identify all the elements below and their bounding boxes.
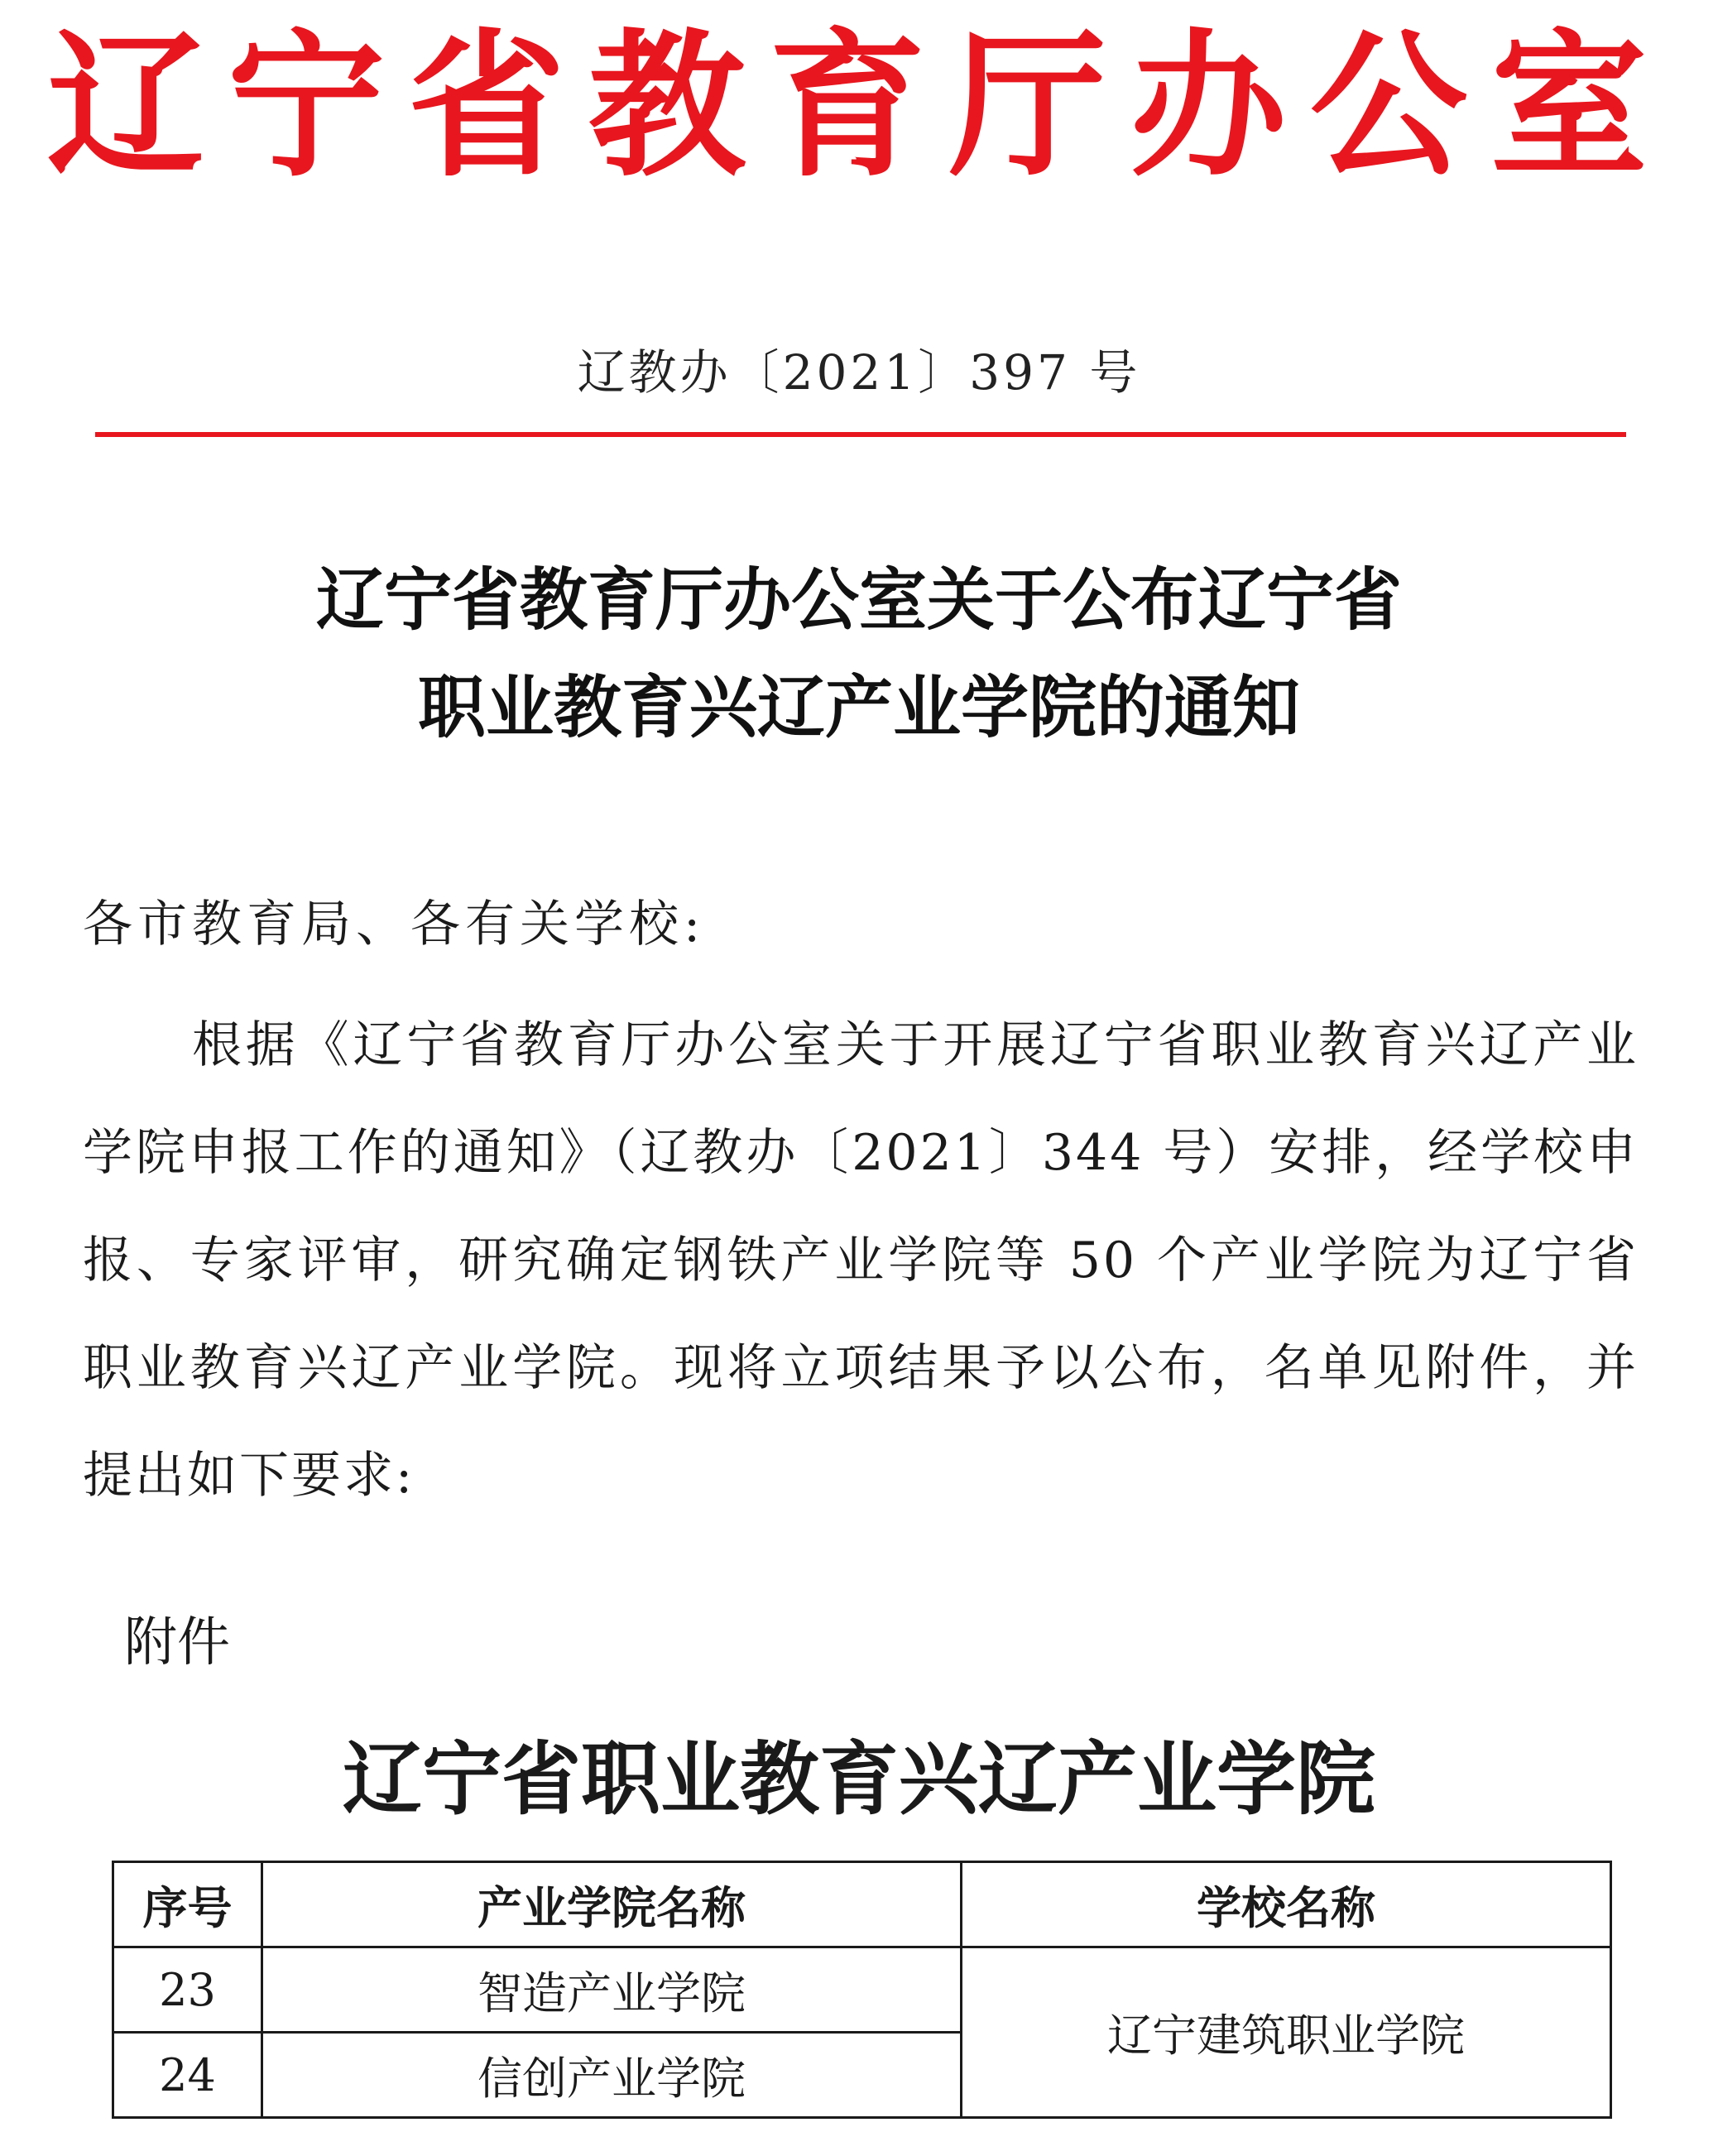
table-header-row: [113, 1862, 1611, 1947]
attachment-list-title: 辽宁省职业教育兴辽产业学院: [343, 1732, 1375, 1826]
body-paragraph: 根据《辽宁省教育厅办公室关于开展辽宁省职业教育兴辽产业学院申报工作的通知》（辽教办〔2021〕344 号）安排，经学校申报、专家评审，研究确定钢铁产业学院等 50 个产业学院为辽宁省职业教育兴辽产业学院。现将立项结果予以公布，名单见附件，并提出如下要求:: [83, 1016, 1639, 1505]
document-title: [0, 546, 1718, 761]
issuer-header: 辽宁省教育厅办公室: [46, 13, 1671, 198]
title-line-2: 职业教育兴辽产业学院的通知: [417, 668, 1300, 747]
red-separator-line: [95, 432, 1626, 437]
row-college-name: 智造产业学院: [262, 1947, 962, 2033]
header-college-name: 产业学院名称: [262, 1862, 962, 1947]
college-table: [112, 1861, 1612, 2119]
header-school-name: 学校名称: [962, 1862, 1611, 1947]
title-line-1: 辽宁省教育厅办公室关于公布辽宁省: [315, 560, 1402, 640]
salutation: 各市教育局、各有关学校:: [83, 896, 706, 953]
attachment-label: 附件: [124, 1612, 230, 1673]
row-serial-number: 23: [113, 1947, 262, 2033]
header-serial-number: 序号: [113, 1862, 262, 1947]
table-row: [113, 1947, 1611, 2033]
document-number: 辽教办〔2021〕397 号: [577, 344, 1141, 401]
row-school-name: 辽宁建筑职业学院: [962, 1947, 1611, 2118]
row-serial-number: 24: [113, 2033, 262, 2118]
row-college-name: 信创产业学院: [262, 2033, 962, 2118]
